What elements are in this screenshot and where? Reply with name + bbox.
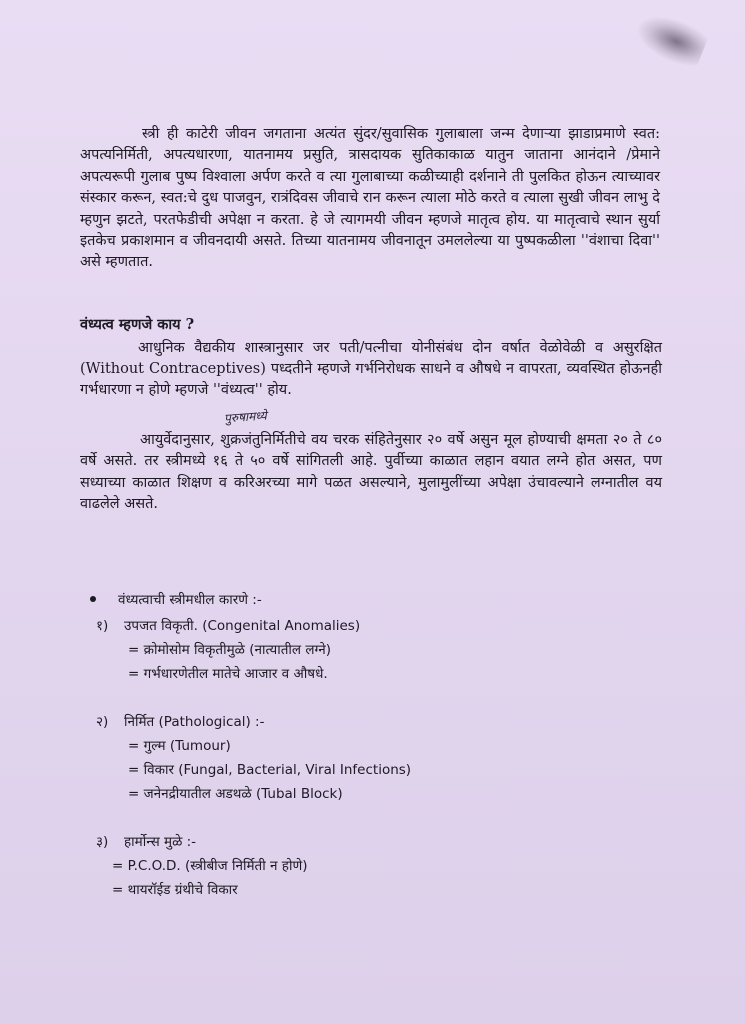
group-number: १)	[96, 618, 109, 634]
list-item: = थायरॉईड ग्रंथीचे विकार	[112, 882, 238, 898]
group-number: २)	[96, 714, 109, 730]
definition-paragraph: आधुनिक वैद्यकीय शास्त्रानुसार जर पती/पत्नीचा योनीसंबंध दोन वर्षात वेळोवेळी व असुरक्षित (Without Contraceptives) पध्दतीने म्हणजे गर्भनिरोधक साधने व औषधे न वापरता, व्यवस्थित होऊनही गर्भधारणा न होणे म्हणजे ''वंध्यत्व'' होय.	[80, 340, 662, 399]
list-item: = क्रोमोसोम विकृतीमुळे (नात्यातील लग्ने)	[128, 642, 332, 658]
list-item: = गुल्म (Tumour)	[128, 738, 231, 754]
group-label: हार्मोन्स मुळे :-	[124, 834, 197, 850]
bullet-dot	[90, 596, 96, 602]
list-item: = P.C.O.D. (स्त्रीबीज निर्मिती न होणे)	[112, 858, 308, 874]
list-item: = गर्भधारणेतील मातेचे आजार व औषधे.	[128, 666, 328, 682]
group-number: ३)	[96, 834, 109, 850]
ink-smudge	[630, 6, 711, 71]
causes-title: वंध्यत्वाची स्त्रीमधील कारणे :-	[118, 592, 262, 608]
section-heading: वंध्यत्व म्हणजे काय ?	[80, 316, 195, 333]
ayurveda-paragraph: आयुर्वेदानुसार, शुक्रजंतुनिर्मितीचे वय चरक संहितेनुसार २० वर्षे असुन मूल होण्याची क्षमता २० ते ८० वर्षे असते. तर स्त्रीमध्ये १६ ते ५० वर्षे सांगितली आहे. पुर्वीच्या काळात लहान वयात लग्ने होत असत, पण सध्याच्या काळात शिक्षण व करिअरच्या मागे पळत असल्याने, मुलामुलींच्या अपेक्षा उंचावल्याने लग्नातील वय वाढलेले असते.	[80, 432, 662, 513]
handwritten-annotation: पुरुषामध्ये	[223, 408, 268, 426]
group-label: निर्मित (Pathological) :-	[124, 714, 265, 730]
group-label: उपजत विकृती. (Congenital Anomalies)	[124, 618, 361, 634]
list-item: = जनेनद्रीयातील अडथळे (Tubal Block)	[128, 786, 343, 802]
intro-paragraph: स्त्री ही काटेरी जीवन जगताना अत्यंत सुंदर/सुवासिक गुलाबाला जन्म देणाऱ्या झाडाप्रमाणे स्वत: अपत्यनिर्मिती, अपत्यधारणा, यातनामय प्रसुति, त्रासदायक सुतिकाकाळ यातुन जाताना आनंदाने /प्रेमाने अपत्यरूपी गुलाब पुष्प विश्वाला अर्पण करते व त्या गुलाबाच्या कळीच्याही दर्शनाने ती पुलकित होऊन त्याच्यावर संस्कार करून, स्वत:चे दुध पाजवुन, रात्रंदिवस जीवाचे रान करून त्याला मोठे करते व त्याला सुखी जीवन लाभु दे म्हणुन झटते, परतफेडीची अपेक्षा न करता. हे जे त्यागमयी जीवन म्हणजे मातृत्व होय. या मातृत्वाचे स्थान सुर्या इतकेच प्रकाशमान व जीवनदायी असते. तिच्या यातनामय जीवनातून उमललेल्या या पुष्पकळीला ''वंशाचा दिवा'' असे म्हणतात.	[80, 126, 660, 271]
list-item: = विकार (Fungal, Bacterial, Viral Infections)	[128, 762, 412, 778]
